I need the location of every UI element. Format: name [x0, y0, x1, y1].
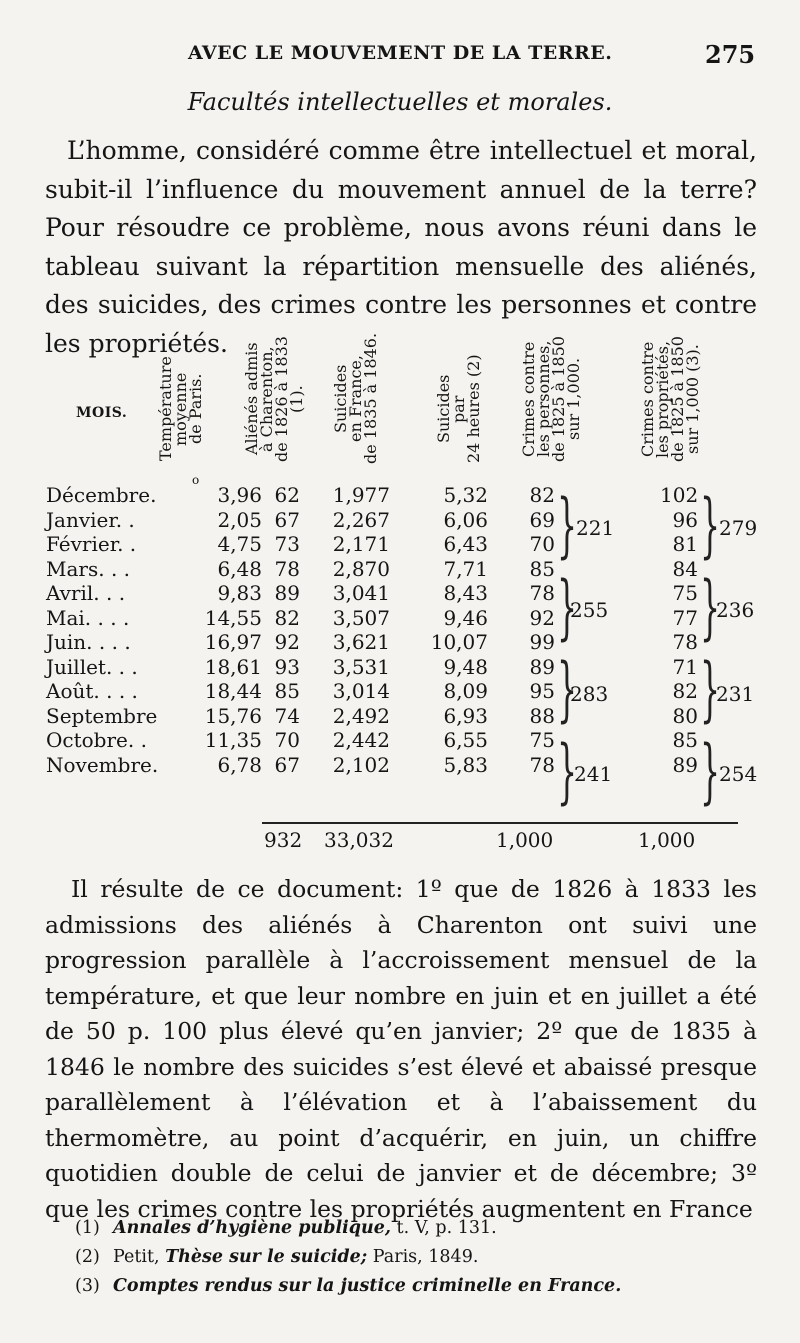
brace-persons-autumn: }	[557, 730, 578, 812]
crimes-property-cell: 102	[660, 483, 699, 507]
suicides-per-day-cell: 9,46	[443, 605, 488, 630]
crimes-property-cell: 75	[672, 581, 698, 605]
alienes-cell: 85	[274, 679, 300, 703]
crimes-persons-cell: 75	[529, 728, 555, 752]
footnotes	[75, 1214, 621, 1301]
month-cell: Mars. . .	[46, 556, 131, 581]
suicides-per-day-cell: 6,55	[443, 728, 488, 752]
running-head-title: AVEC LE MOUVEMENT DE LA TERRE.	[188, 42, 613, 64]
month-cell: Septembre	[46, 703, 158, 728]
crimes-property-cell: 77	[672, 605, 698, 630]
crimes-property-cell: 82	[672, 679, 698, 703]
degree-mark: o	[192, 473, 200, 487]
alienes-cell: 67	[274, 752, 300, 777]
suicides-cell: 3,041	[332, 581, 390, 605]
footnote-number: (1)	[75, 1218, 100, 1238]
temperature-cell: 2,05	[217, 507, 262, 532]
alienes-cell: 62	[274, 483, 300, 507]
temperature-cell: 18,44	[204, 679, 262, 703]
temperature-cell: 3,96	[217, 483, 262, 507]
footnote-prefix: Petit,	[113, 1247, 166, 1267]
suicides-per-day-cell: 8,09	[443, 679, 488, 703]
total-suicides: 33,032	[324, 828, 394, 852]
month-cell: Octobre. .	[46, 728, 147, 752]
suicides-per-day-cell: 8,43	[443, 581, 488, 605]
footnote-italic: Annales d’hygiène publique,	[113, 1218, 391, 1238]
suicides-cell: 3,507	[332, 605, 390, 630]
month-cell: Juin. . . .	[46, 630, 131, 654]
header-crimes-property: Crimes contre les propriétés, de 1825 à 1850 sur 1,000 (3).	[638, 336, 702, 462]
crimes-persons-cell: 89	[529, 654, 555, 679]
alienes-cell: 93	[274, 654, 300, 679]
temperature-cell: 15,76	[204, 703, 262, 728]
crimes-persons-cell: 78	[529, 581, 555, 605]
month-cell: Avril. . .	[46, 581, 126, 605]
group-total-property-autumn: 254	[719, 762, 758, 786]
crimes-property-cell: 80	[672, 703, 698, 728]
conclusion-paragraph: Il résulte de ce document: 1º que de 1826 à 1833 les admissions des aliénés à Charenton ont suivi une progression parallèle à l’accroissement mensuel de la température, et que leur nombre en juin et en juillet a été de 50 p. 100 plus élevé qu’en janvier; 2º que de 1835 à 1846 le nombre des suicides s’est élevé et abaissé presque parallèlement à l’élévation et à l’abaissement du thermomètre, au point d’acquérir, en juin, un chiffre quotidien double de celui de janvier et de décembre; 3º que les crimes contre les propriétés augmentent en France	[45, 875, 757, 1223]
month-cell: Janvier. .	[46, 507, 135, 532]
header-temperature: Température moyenne de Paris.	[156, 356, 205, 462]
crimes-property-cell: 71	[672, 654, 698, 679]
alienes-cell: 70	[274, 728, 300, 752]
footnote-italic: Thèse sur le suicide;	[165, 1247, 368, 1267]
suicides-cell: 3,621	[332, 630, 390, 654]
crimes-persons-cell: 70	[529, 532, 555, 556]
footnote-text: t. V, p. 131.	[390, 1218, 497, 1238]
crimes-persons-cell: 82	[529, 483, 555, 507]
alienes-cell: 82	[274, 605, 300, 630]
alienes-cell: 78	[274, 556, 300, 581]
suicides-per-day-cell: 5,83	[443, 752, 488, 777]
running-head	[0, 40, 800, 80]
suicides-cell: 2,102	[332, 752, 390, 777]
suicides-cell: 2,442	[332, 728, 390, 752]
suicides-cell: 2,870	[332, 556, 390, 581]
alienes-cell: 74	[274, 703, 300, 728]
brace-property-spring: }	[700, 566, 721, 648]
group-total-persons-winter: 221	[576, 516, 615, 540]
crimes-persons-cell: 99	[529, 630, 555, 654]
crimes-property-cell: 81	[672, 532, 698, 556]
crimes-property-cell: 96	[672, 507, 698, 532]
alienes-cell: 67	[274, 507, 300, 532]
suicides-per-day-cell: 5,32	[443, 483, 488, 507]
brace-property-summer: }	[700, 648, 721, 730]
brace-persons-summer: }	[557, 648, 578, 730]
totals-rule	[262, 822, 738, 824]
header-suicides-per-day: Suicides par 24 heures (2)	[434, 354, 483, 464]
total-crimes-property: 1,000	[638, 828, 696, 852]
suicides-cell: 2,267	[332, 507, 390, 532]
group-total-property-summer: 231	[716, 682, 755, 706]
crimes-persons-cell: 85	[529, 556, 555, 581]
alienes-cell: 73	[274, 532, 300, 556]
month-cell: Novembre.	[46, 752, 159, 777]
group-total-persons-spring: 255	[570, 598, 609, 622]
total-crimes-persons: 1,000	[496, 828, 554, 852]
header-crimes-persons: Crimes contre les personnes, de 1825 à 1850 sur 1,000.	[519, 336, 583, 462]
temperature-cell: 16,97	[204, 630, 262, 654]
alienes-cell: 92	[274, 630, 300, 654]
temperature-cell: 14,55	[204, 605, 262, 630]
month-cell: Août. . . .	[46, 679, 138, 703]
footnote-2	[75, 1243, 621, 1272]
alienes-cell: 89	[274, 581, 300, 605]
suicides-per-day-cell: 6,93	[443, 703, 488, 728]
footnote-3	[75, 1272, 621, 1301]
table-row	[0, 753, 800, 781]
group-total-property-winter: 279	[719, 516, 758, 540]
brace-property-winter: }	[700, 484, 721, 566]
footnote-italic: Comptes rendus sur la justice criminelle en France.	[113, 1276, 622, 1296]
month-cell: Février. .	[46, 532, 137, 556]
suicides-per-day-cell: 6,06	[443, 507, 488, 532]
suicides-cell: 3,014	[332, 679, 390, 703]
temperature-cell: 6,48	[217, 556, 262, 581]
page-number: 275	[705, 40, 756, 69]
suicides-per-day-cell: 9,48	[443, 654, 488, 679]
suicides-cell: 2,171	[332, 532, 390, 556]
footnote-number: (2)	[75, 1247, 100, 1267]
crimes-persons-cell: 95	[529, 679, 555, 703]
month-cell: Décembre.	[46, 483, 157, 507]
suicides-per-day-cell: 7,71	[443, 556, 488, 581]
month-cell: Juillet. . .	[46, 654, 138, 679]
group-total-persons-autumn: 241	[574, 762, 613, 786]
brace-persons-winter: }	[557, 484, 578, 566]
suicides-per-day-cell: 6,43	[443, 532, 488, 556]
suicides-cell: 2,492	[332, 703, 390, 728]
footnote-number: (3)	[75, 1276, 100, 1296]
footnote-text: Paris, 1849.	[367, 1247, 479, 1267]
temperature-cell: 6,78	[217, 752, 262, 777]
temperature-cell: 9,83	[217, 581, 262, 605]
brace-persons-spring: }	[557, 566, 578, 648]
intro-paragraph: L’homme, considéré comme être intellectuel et moral, subit-il l’influence du mouvement annuel de la terre? Pour résoudre ce problème, nous avons réuni dans le tableau suivant la répartition mensuelle des aliénés, des suicides, des crimes contre les personnes et contre les propriétés.	[45, 136, 757, 358]
total-alienes: 932	[264, 828, 303, 852]
suicides-cell: 3,531	[332, 654, 390, 679]
monthly-statistics-table	[0, 320, 800, 860]
temperature-cell: 18,61	[204, 654, 262, 679]
month-cell: Mai. . . .	[46, 605, 130, 630]
group-total-persons-summer: 283	[570, 682, 609, 706]
crimes-property-cell: 85	[672, 728, 698, 752]
group-total-property-spring: 236	[716, 598, 755, 622]
temperature-cell: 11,35	[204, 728, 262, 752]
crimes-property-cell: 84	[672, 556, 698, 581]
crimes-property-cell: 78	[672, 630, 698, 654]
footnote-1	[75, 1214, 621, 1243]
header-alienes: Aliénés admis à Charenton, de 1826 à 1833 (1).	[242, 336, 306, 462]
brace-property-autumn: }	[700, 730, 721, 812]
header-suicides: Suicides en France, de 1835 à 1846.	[331, 332, 380, 464]
crimes-persons-cell: 88	[529, 703, 555, 728]
suicides-cell: 1,977	[332, 483, 390, 507]
section-title: Facultés intellectuelles et morales.	[187, 88, 613, 116]
crimes-property-cell: 89	[672, 752, 698, 777]
crimes-persons-cell: 92	[529, 605, 555, 630]
crimes-persons-cell: 78	[529, 752, 555, 777]
month-column-header: MOIS.	[76, 405, 128, 421]
suicides-per-day-cell: 10,07	[430, 630, 488, 654]
temperature-cell: 4,75	[217, 532, 262, 556]
crimes-persons-cell: 69	[529, 507, 555, 532]
